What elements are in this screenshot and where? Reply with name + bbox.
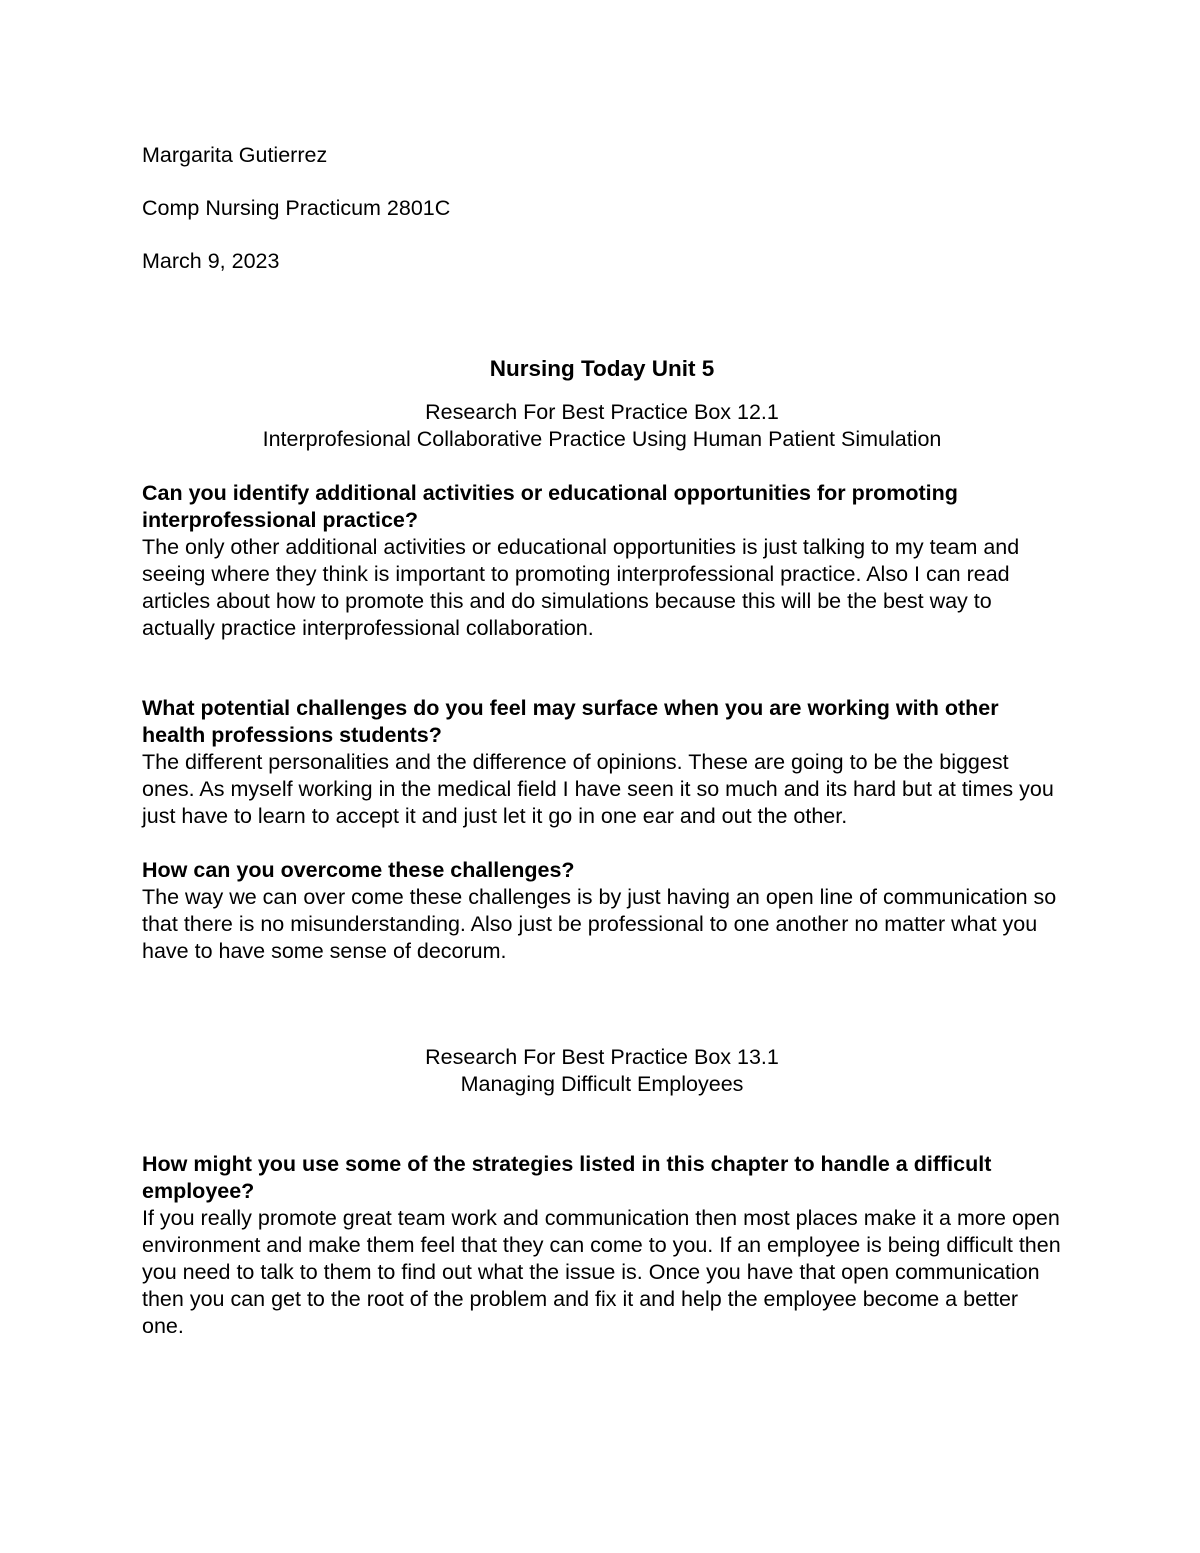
box-13-1-label: Research For Best Practice Box 13.1 <box>425 1045 779 1069</box>
course-name: Comp Nursing Practicum 2801C <box>142 196 451 220</box>
section-heading-box-12-1 <box>142 399 1062 453</box>
qa-block-4 <box>142 1151 1062 1340</box>
document-title: Nursing Today Unit 5 <box>489 356 715 381</box>
question-1: Can you identify additional activities or educational opportunities for promoting interprofessional practice? <box>142 481 958 532</box>
question-3: How can you overcome these challenges? <box>142 858 575 882</box>
header-block <box>142 142 1062 275</box>
qa-block-3 <box>142 857 1062 965</box>
question-4: How might you use some of the strategies listed in this chapter to handle a difficult employee? <box>142 1152 992 1203</box>
document-date: March 9, 2023 <box>142 249 280 273</box>
section-heading-box-13-1 <box>142 1044 1062 1098</box>
box-12-1-label: Research For Best Practice Box 12.1 <box>425 400 779 424</box>
document-body <box>142 142 1062 1340</box>
box-13-1-subtitle: Managing Difficult Employees <box>460 1072 744 1096</box>
answer-4: If you really promote great team work and communication then most places make it a more open environment and make them feel that they can come to you. If an employee is being difficult then you need to talk to them to find out what the issue is. Once you have that open communication then you can get to the root of the problem and fix it and help the employee become a better one. <box>142 1206 1061 1338</box>
answer-3: The way we can over come these challenges is by just having an open line of communication so that there is no misunderstanding. Also just be professional to one another no matter what you have to have some sense of decorum. <box>142 885 1057 963</box>
answer-2: The different personalities and the difference of opinions. These are going to be the biggest ones. As myself working in the medical field I have seen it so much and its hard but at times you just have to learn to accept it and just let it go in one ear and out the other. <box>142 750 1054 828</box>
question-2: What potential challenges do you feel may surface when you are working with other health professions students? <box>142 696 999 747</box>
qa-block-2 <box>142 695 1062 830</box>
qa-block-1 <box>142 480 1062 642</box>
author-name: Margarita Gutierrez <box>142 143 328 167</box>
answer-1: The only other additional activities or educational opportunities is just talking to my team and seeing where they think is important to promoting interprofessional practice. Also I can read articles about how to promote this and do simulations because this will be the best way to actually practice interprofessional collaboration. <box>142 535 1020 640</box>
box-12-1-subtitle: Interprofesional Collaborative Practice Using Human Patient Simulation <box>262 427 942 451</box>
